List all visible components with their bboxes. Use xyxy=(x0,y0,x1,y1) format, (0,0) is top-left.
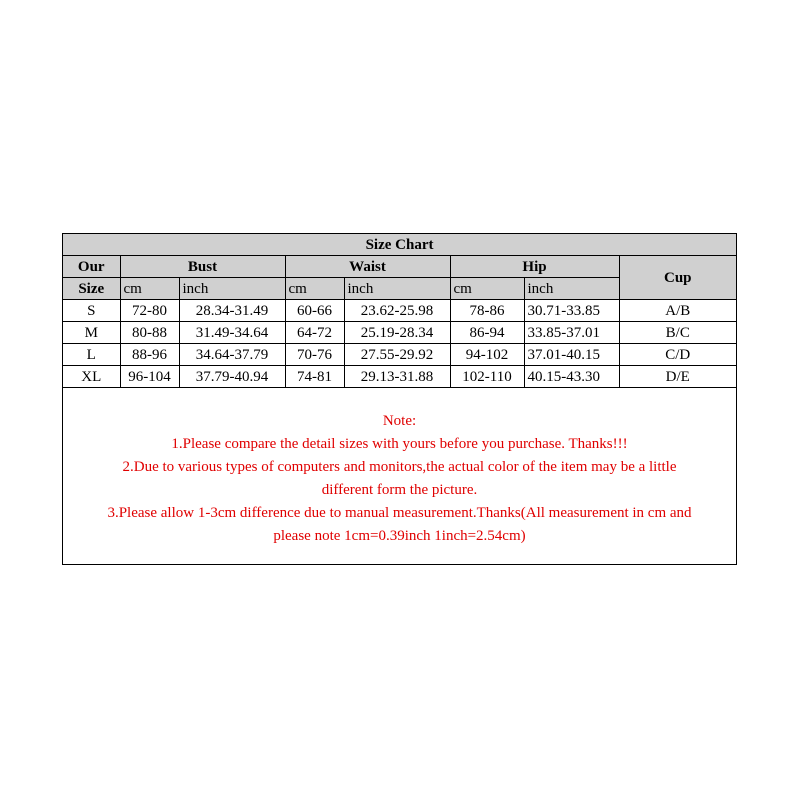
bust-cm-header: cm xyxy=(120,278,179,300)
size-header-top: Our xyxy=(63,256,120,278)
bust-inch-cell: 31.49-34.64 xyxy=(179,322,285,344)
note-line-1: 1.Please compare the detail sizes with yours before you purchase. Thanks!!! xyxy=(171,436,628,452)
waist-cm-cell: 60-66 xyxy=(285,300,344,322)
size-cell: XL xyxy=(63,366,120,388)
hip-cm-cell: 78-86 xyxy=(450,300,524,322)
table-row xyxy=(63,322,736,344)
bust-inch-header: inch xyxy=(179,278,285,300)
hip-inch-header: inch xyxy=(524,278,619,300)
waist-inch-cell: 25.19-28.34 xyxy=(344,322,450,344)
bust-cm-cell: 96-104 xyxy=(120,366,179,388)
hip-cm-cell: 86-94 xyxy=(450,322,524,344)
hip-inch-cell: 40.15-43.30 xyxy=(524,366,619,388)
hip-cm-cell: 94-102 xyxy=(450,344,524,366)
size-table xyxy=(63,234,736,388)
waist-header: Waist xyxy=(285,256,450,278)
waist-inch-cell: 27.55-29.92 xyxy=(344,344,450,366)
size-cell: M xyxy=(63,322,120,344)
hip-cm-cell: 102-110 xyxy=(450,366,524,388)
hip-inch-cell: 33.85-37.01 xyxy=(524,322,619,344)
note-line-2b: different form the picture. xyxy=(321,482,478,498)
table-row xyxy=(63,300,736,322)
bust-inch-cell: 28.34-31.49 xyxy=(179,300,285,322)
waist-inch-cell: 29.13-31.88 xyxy=(344,366,450,388)
hip-inch-cell: 37.01-40.15 xyxy=(524,344,619,366)
bust-cm-cell: 88-96 xyxy=(120,344,179,366)
note-line-3a: 3.Please allow 1-3cm difference due to manual measurement.Thanks(All measurement in cm and xyxy=(107,505,692,521)
cup-cell: B/C xyxy=(619,322,736,344)
waist-inch-cell: 23.62-25.98 xyxy=(344,300,450,322)
table-row xyxy=(63,366,736,388)
note-line-3b: please note 1cm=0.39inch 1inch=2.54cm) xyxy=(273,528,526,544)
hip-header: Hip xyxy=(450,256,619,278)
bust-inch-cell: 37.79-40.94 xyxy=(179,366,285,388)
size-cell: S xyxy=(63,300,120,322)
cup-header: Cup xyxy=(619,256,736,300)
size-header-bottom: Size xyxy=(63,278,120,300)
cup-cell: C/D xyxy=(619,344,736,366)
hip-inch-cell: 30.71-33.85 xyxy=(524,300,619,322)
bust-inch-cell: 34.64-37.79 xyxy=(179,344,285,366)
bust-cm-cell: 80-88 xyxy=(120,322,179,344)
cup-cell: A/B xyxy=(619,300,736,322)
chart-title: Size Chart xyxy=(63,234,736,256)
bust-cm-cell: 72-80 xyxy=(120,300,179,322)
waist-cm-cell: 70-76 xyxy=(285,344,344,366)
bust-header: Bust xyxy=(120,256,285,278)
size-cell: L xyxy=(63,344,120,366)
hip-cm-header: cm xyxy=(450,278,524,300)
waist-cm-cell: 64-72 xyxy=(285,322,344,344)
cup-cell: D/E xyxy=(619,366,736,388)
waist-cm-header: cm xyxy=(285,278,344,300)
note-heading: Note: xyxy=(382,413,417,429)
waist-inch-header: inch xyxy=(344,278,450,300)
waist-cm-cell: 74-81 xyxy=(285,366,344,388)
notes-section xyxy=(63,388,736,548)
note-line-2a: 2.Due to various types of computers and monitors,the actual color of the item may be a little xyxy=(122,459,677,475)
size-chart xyxy=(62,233,737,565)
table-row xyxy=(63,344,736,366)
